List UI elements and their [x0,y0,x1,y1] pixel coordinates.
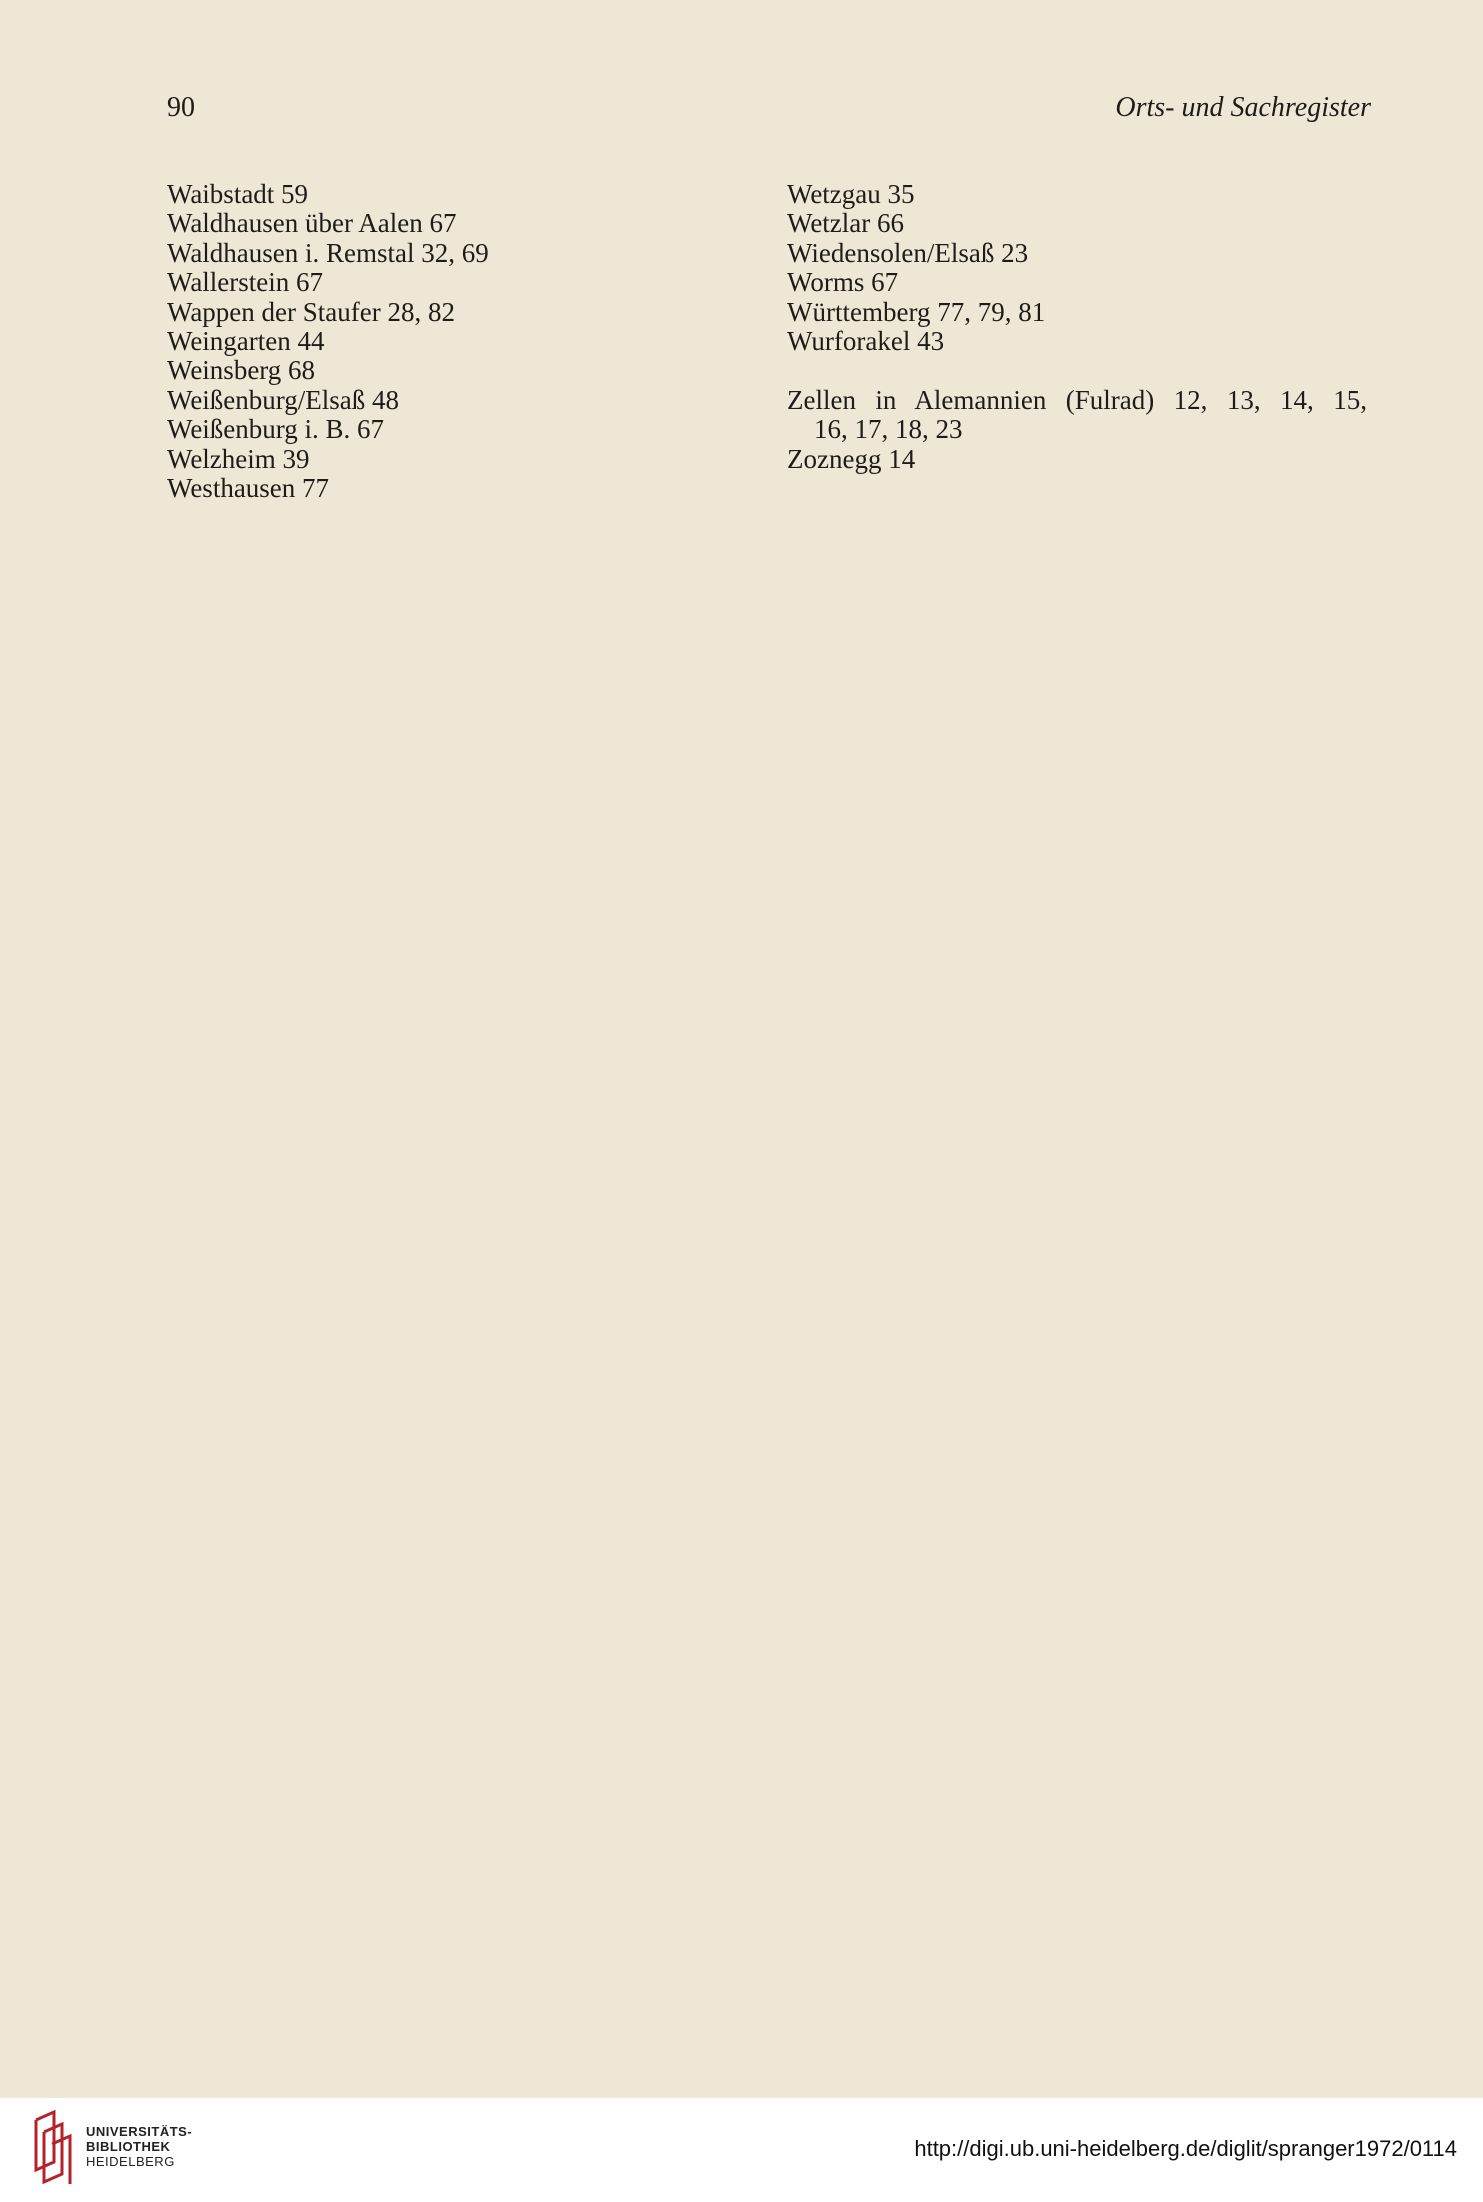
index-entry: Wiedensolen/Elsaß 23 [787,237,1029,268]
index-entry: Waldhausen über Aalen 67 [167,208,457,239]
index-entry-line: Zellen in Alemannien (Fulrad) 12, 13, 14, 15, [787,384,1367,415]
index-entry: Westhausen 77 [167,473,330,504]
logo-line: HEIDELBERG [86,2154,175,2169]
index-entry: Wurforakel 43 [787,326,945,357]
index-entry: Waibstadt 59 [167,179,309,209]
logo-line: UNIVERSITÄTS- [86,2124,193,2139]
index-entry: Wallerstein 67 [167,267,324,298]
index-entry: Weingarten 44 [167,326,325,357]
index-entry: Weinsberg 68 [167,355,316,386]
index-entry: Weißenburg i. B. 67 [167,414,385,445]
index-entry: Wetzlar 66 [787,208,905,239]
index-entry: Württemberg 77, 79, 81 [787,296,1046,327]
index-entry-continuation: 16, 17, 18, 23 [814,414,963,445]
index-entry: Worms 67 [787,267,899,298]
index-column-right [787,180,1367,474]
index-column-left [167,180,727,503]
index-entry: Waldhausen i. Remstal 32, 69 [167,237,489,268]
logo-line: BIBLIOTHEK [86,2139,171,2154]
library-logo-text [86,2124,192,2169]
index-entry: Welzheim 39 [167,443,310,474]
source-url-link[interactable]: http://digi.ub.uni-heidelberg.de/diglit/spranger1972/0114 [914,2136,1457,2161]
page-number: 90 [167,92,195,123]
running-head: Orts- und Sachregister [1115,92,1371,123]
index-entry: Zoznegg 14 [787,443,916,474]
library-logo-icon [30,2110,78,2188]
index-entry: Wappen der Staufer 28, 82 [167,296,455,327]
index-entry: Wetzgau 35 [787,179,915,209]
index-entry: Weißenburg/Elsaß 48 [167,384,400,415]
footer-bar [0,2098,1483,2202]
index-entry-zellen [787,386,1367,445]
